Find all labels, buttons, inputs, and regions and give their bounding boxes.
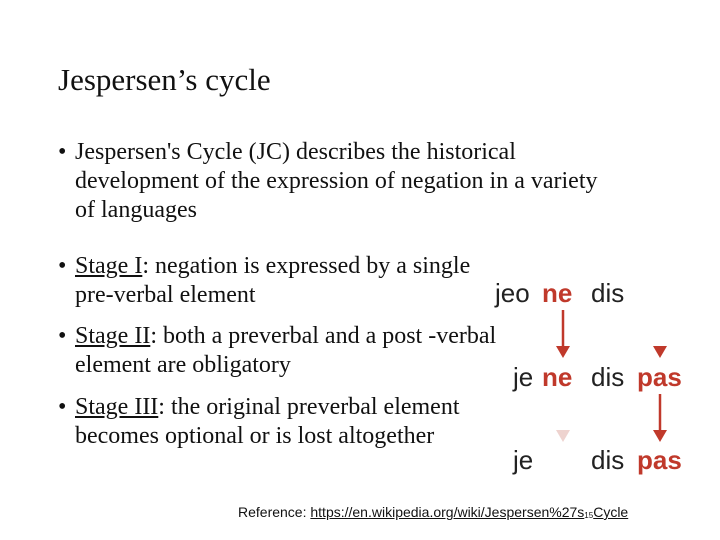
jespersen-cycle-diagram [485, 270, 715, 480]
bullet-glyph: • [58, 253, 67, 279]
word-dis: dis [591, 278, 625, 308]
reference-link[interactable]: https://en.wikipedia.org/wiki/Jespersen%27s [310, 504, 585, 520]
slide-number: 15 [584, 511, 594, 520]
stage-label: Stage II [75, 323, 151, 349]
word-ne: ne [542, 278, 573, 308]
bullet-stage-2 [58, 322, 498, 380]
word-dis: dis [591, 445, 625, 475]
arrow-down-icon [653, 394, 667, 442]
word-je: je [513, 362, 534, 392]
word-pas: pas [637, 445, 682, 475]
bullet-stage-1 [58, 252, 498, 310]
stage-description: : both a preverbal and a post -verbal element are obligatory [75, 323, 497, 378]
bullet-stage-3 [58, 393, 498, 451]
reference-link-tail[interactable]: Cycle [593, 504, 629, 520]
bullet-text [58, 322, 498, 380]
arrow-down-icon [556, 310, 570, 358]
word-je: je [513, 445, 534, 475]
stage-description: : the original preverbal element becomes optional or is lost altogether [75, 394, 460, 449]
slide-title: Jespersen’s cycle [58, 62, 271, 97]
word-dis: dis [591, 362, 625, 392]
arrow-down-icon [653, 310, 667, 358]
bullet-text: Jespersen's Cycle (JC) describes the historical development of the expression of negation in a variety of languages [75, 139, 598, 223]
bullet-intro [58, 138, 618, 225]
bullet-text [58, 252, 498, 310]
bullet-glyph: • [58, 139, 67, 165]
stage-label: Stage III [75, 394, 159, 420]
bullet-text [58, 393, 498, 451]
diagram-arrows [485, 270, 715, 480]
word-pas: pas [637, 362, 682, 392]
bullet-glyph: • [58, 394, 67, 420]
word-ne: ne [542, 362, 573, 392]
stage-description: : negation is expressed by a single pre-verbal element [75, 253, 471, 308]
reference-line [238, 504, 628, 520]
word-jeo: jeo [495, 278, 530, 308]
reference-label: Reference: [238, 504, 311, 520]
stage-label: Stage I [75, 253, 143, 279]
arrow-down-icon [556, 394, 570, 442]
bullet-glyph: • [58, 323, 67, 349]
